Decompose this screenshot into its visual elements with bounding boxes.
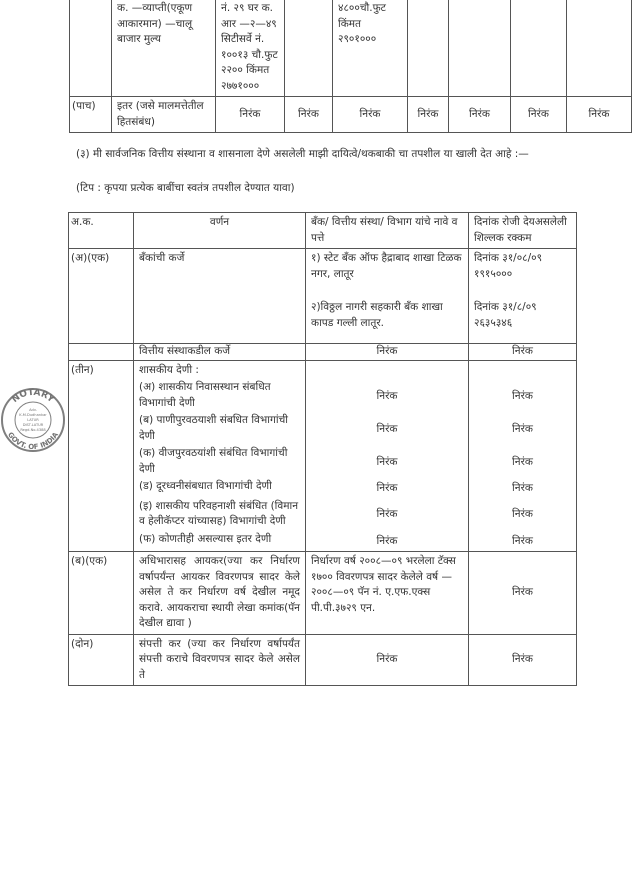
value-cell: निरंक — [285, 97, 333, 133]
value-cell: निरंक — [306, 634, 469, 686]
stamp-line: K.M.Dudhankar — [19, 413, 47, 417]
bank-1: १) स्टेट बँक ऑफ हैद्राबाद शाखा टिळक नगर, लातूर — [306, 249, 469, 299]
value-cell: निरंक — [469, 479, 577, 499]
govt-item: (अ) शासकीय निवासस्थान संबधित विभागांची देणी — [134, 380, 306, 413]
stamp-line: Adv. — [29, 408, 37, 412]
govt-item: (फ) कोणतीही असल्यास इतर देणी — [134, 532, 306, 552]
property-value: ४८००चौ.फुट किंमत २९०१००० — [333, 0, 408, 97]
govt-heading: शासकीय देणी : — [134, 360, 306, 380]
income-tax-details: निर्धारण वर्ष २००८—०९ भरलेला टॅक्स १७०० विवरणपत्र सादर केलेले वर्ष — २००८—०९ पॅन नं. ए.एफ.एक्स पी.पी.३७२९ एन. — [306, 552, 469, 635]
liabilities-table — [68, 212, 577, 686]
row-label: (दोन) — [69, 634, 134, 686]
govt-item: (ड) दूरध्वनीसंबधात विभागांची देणी — [134, 479, 306, 499]
row-label: (अ)(एक) — [69, 249, 134, 299]
stamp-top-text: NOTARY — [10, 387, 56, 406]
value-cell: निरंक — [511, 97, 567, 133]
fin-loans-desc: वित्तीय संस्थाकडील कर्जे — [134, 344, 306, 361]
value-cell: निरंक — [306, 413, 469, 446]
stamp-line: DIST.LATUR — [22, 423, 44, 427]
value-cell: निरंक — [469, 499, 577, 532]
value-cell: निरंक — [449, 97, 511, 133]
row-label: (पाच) — [70, 97, 112, 133]
value-cell: निरंक — [408, 97, 449, 133]
header-amount: दिनांक रोजी देयअसलेली शिल्लक रक्कम — [469, 213, 577, 249]
govt-item: (ब) पाणीपुरवठयाशी संबधित विभागांची देणी — [134, 413, 306, 446]
liabilities-paragraph: (३) मी सार्वजनिक वित्तीय संस्थाना व शासनाला देणे असलेली माझी दायित्वे/थकबाकी चा तपशील या खाली देत आहे :— — [76, 148, 529, 160]
stamp-line: LATUR — [27, 418, 39, 422]
value-cell: निरंक — [469, 413, 577, 446]
header-desc: वर्णन — [134, 213, 306, 249]
row-label: (तीन) — [69, 360, 134, 380]
value-cell: निरंक — [567, 97, 632, 133]
govt-item: (इ) शासकीय परिवहनाशी संबंधित (विमान व हेलीकॅप्टर यांच्यासह) विभागांची देणी — [134, 499, 306, 532]
tip-note: (टिप : कृपया प्रत्येक बाबींचा स्वतंत्र तपशील देण्यात यावा) — [76, 181, 295, 194]
bank-loans-desc: बँकांची कर्जे — [134, 249, 306, 299]
property-desc: क. —व्याप्ती(एकूण आकारमान) —चालू बाजार मुल्य — [112, 0, 216, 97]
value-cell: निरंक — [469, 552, 577, 635]
value-cell: निरंक — [469, 344, 577, 361]
value-cell: निरंक — [333, 97, 408, 133]
income-tax-desc: अधिभारासह आयकर(ज्या कर निर्धारण वर्षापर्यंन्त आयकर विवरणपत्र सादर केले असेल ते कर निर्धारण वर्ष देखील नमूद करावे. आयकराचा स्थायी लेखा कमांक(पॅन देखील द्यावा ) — [134, 552, 306, 635]
header-sr: अ.क. — [69, 213, 134, 249]
value-cell: निरंक — [306, 479, 469, 499]
value-cell: निरंक — [306, 344, 469, 361]
value-cell: निरंक — [469, 532, 577, 552]
govt-item: (क) वीजपुरवठयांशी संबंधित विभागांची देणी — [134, 446, 306, 479]
amount-1: दिनांक ३१/०८/०९ १९१५००० — [469, 249, 577, 299]
svg-text:GOVT. OF INDIA — [6, 430, 60, 451]
header-bank: बँक/ वित्तीय संस्था/ विभाग यांचे नावे व पत्ते — [306, 213, 469, 249]
cell-empty — [70, 0, 112, 97]
row-label: (ब)(एक) — [69, 552, 134, 635]
bank-2: २)विठ्ठल नागरी सहकारी बँक शाखा कापड गल्ली लातूर. — [306, 298, 469, 344]
assets-table — [69, 0, 632, 133]
value-cell: निरंक — [469, 380, 577, 413]
value-cell: निरंक — [469, 446, 577, 479]
value-cell: निरंक — [306, 532, 469, 552]
value-cell: निरंक — [306, 380, 469, 413]
value-cell: निरंक — [306, 446, 469, 479]
stamp-bottom-text: GOVT. OF INDIA — [5, 430, 61, 452]
stamp-line: Regd.No.4388 — [20, 428, 46, 432]
value-cell: निरंक — [306, 499, 469, 532]
value-cell: निरंक — [216, 97, 285, 133]
wealth-tax-desc: संपत्ती कर (ज्या कर निर्धारण वर्षापर्यंत संपत्ती कराचे विवरणपत्र सादर केले असेल ते — [134, 634, 306, 686]
notary-stamp — [0, 365, 66, 475]
svg-text:NOTARY — [10, 388, 56, 406]
value-cell: निरंक — [469, 634, 577, 686]
other-desc: इतर (जसे मालमत्तेतील हितसंबंध) — [112, 97, 216, 133]
property-details: नं. २९ घर क. आर —२—४९ सिटीसर्वे नं. १००१३ चौ.फुट २२०० किंमत २७७१००० — [216, 0, 285, 97]
amount-2: दिनांक ३१/८/०९ २६३५३४६ — [469, 298, 577, 344]
